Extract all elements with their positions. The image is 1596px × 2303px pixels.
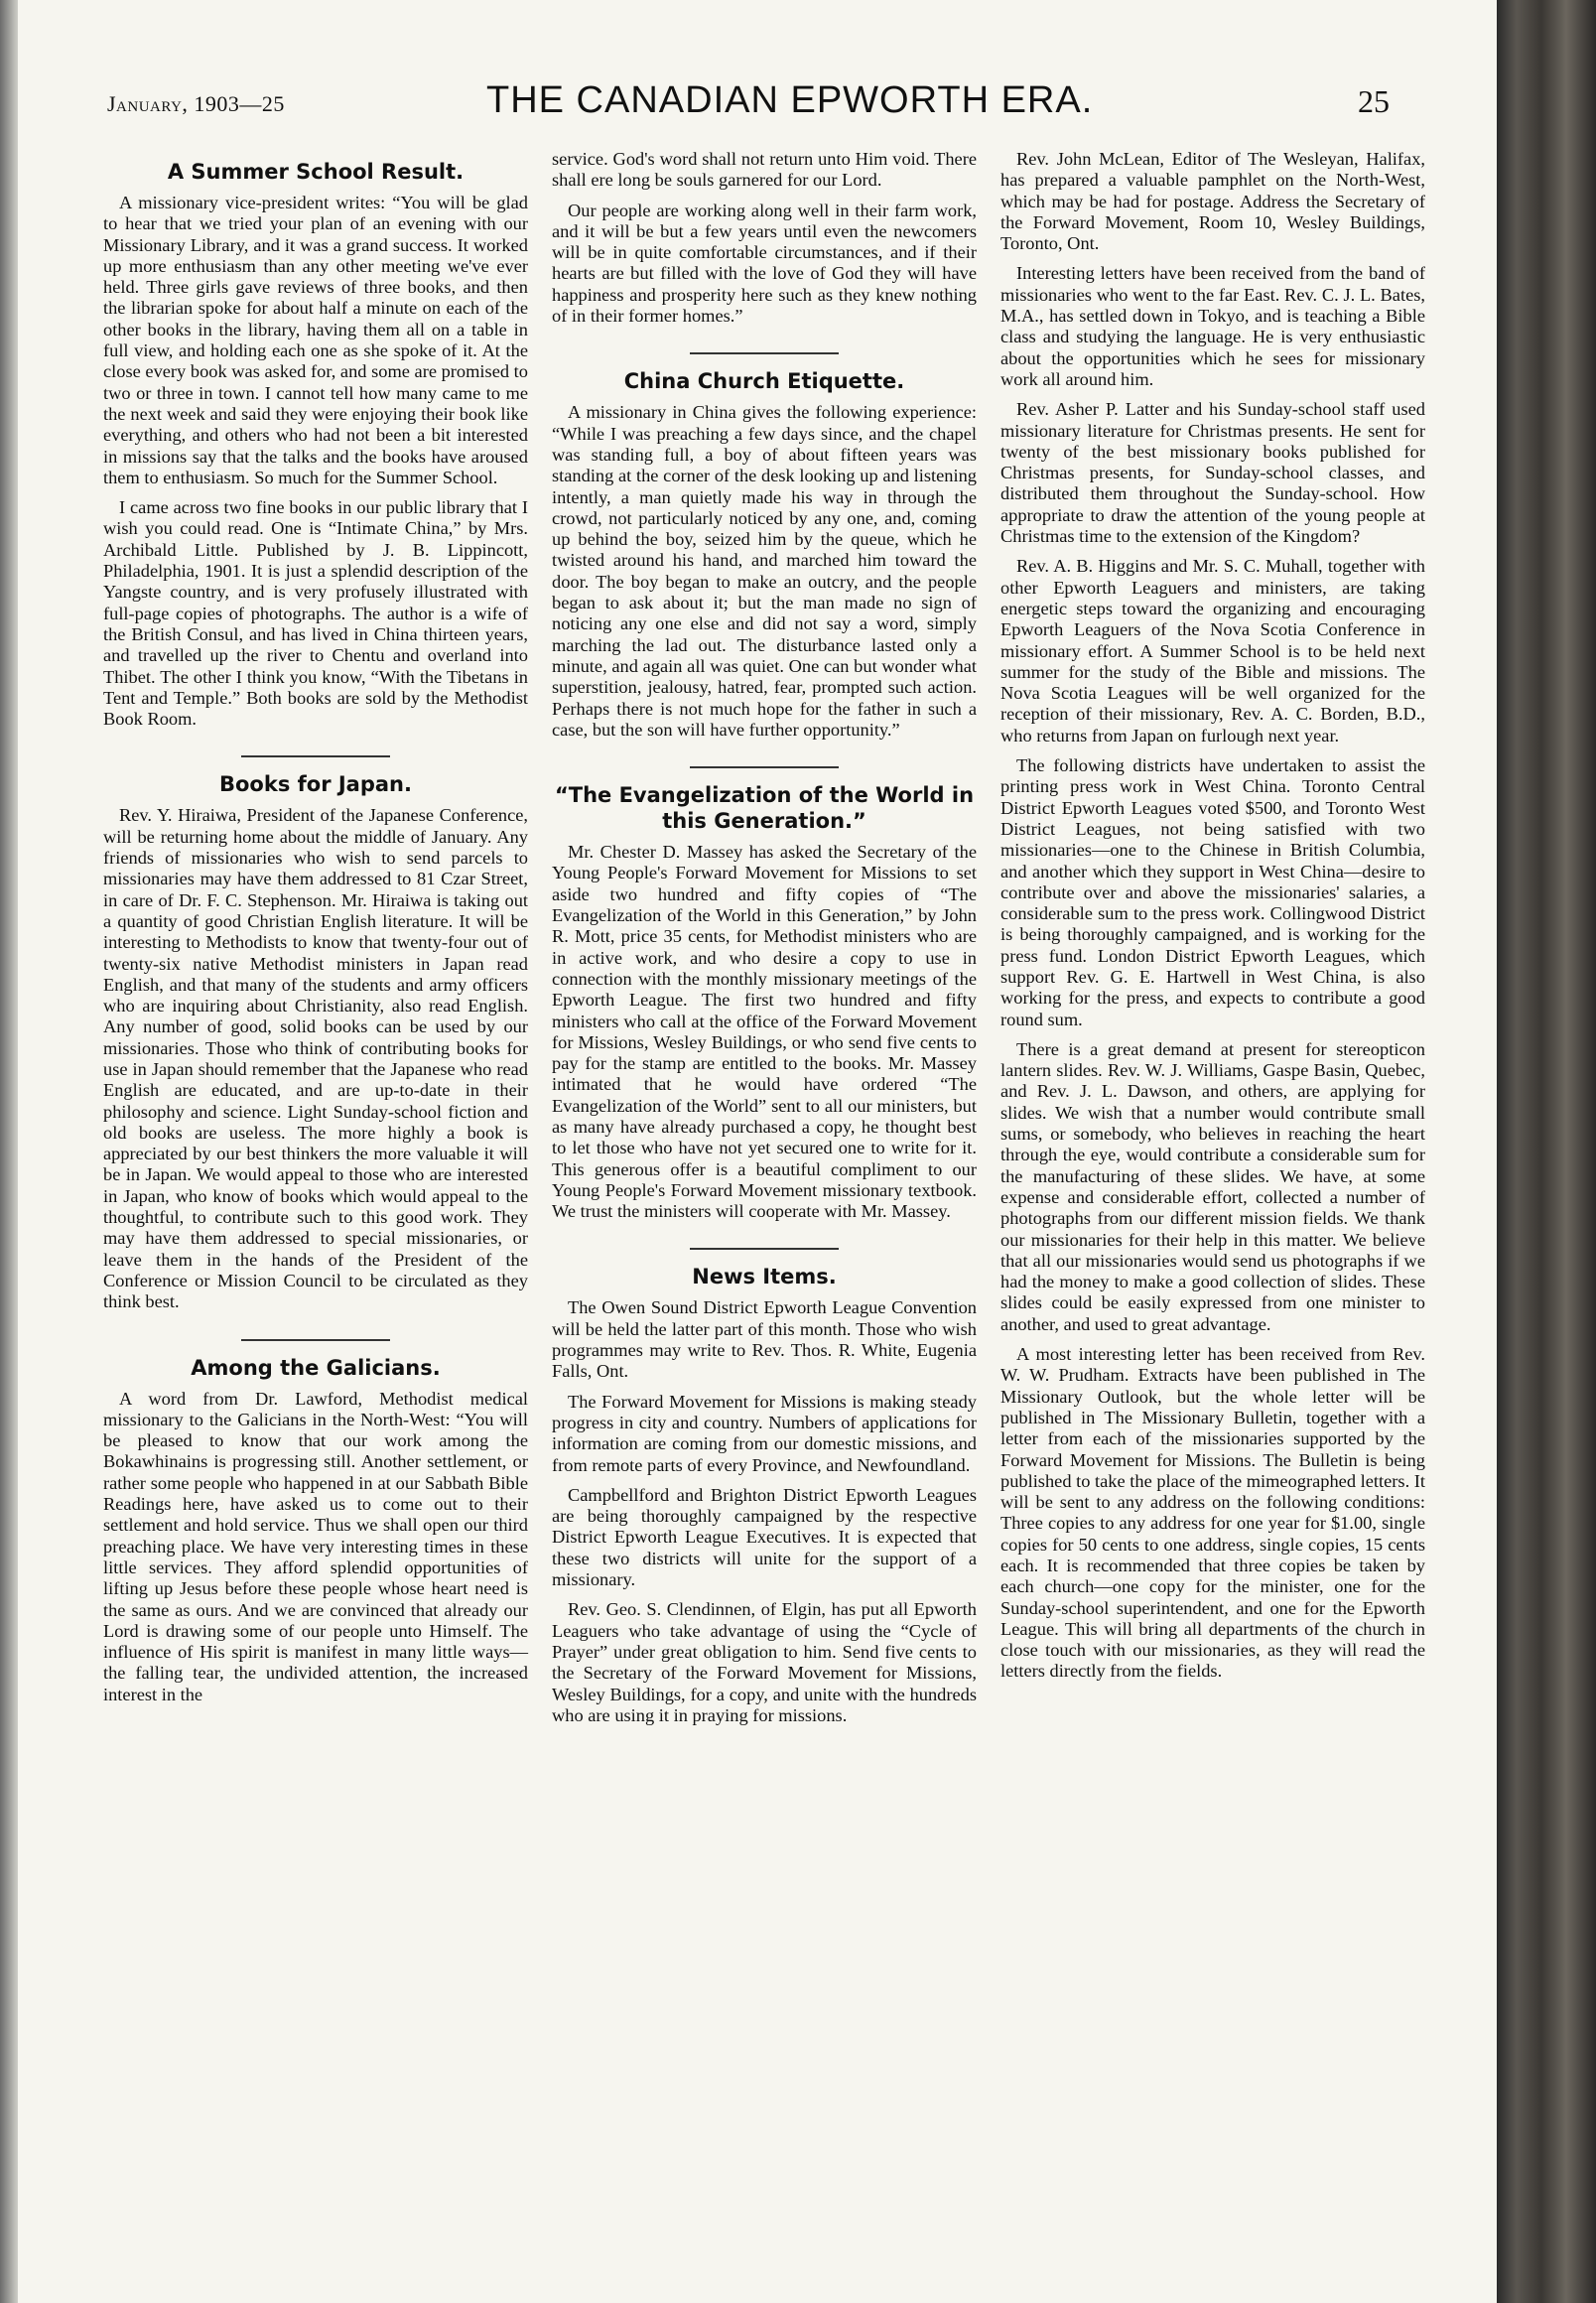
article-paragraph: The Forward Movement for Missions is making steady progress in city and country. Numbers of applications for information are coming from our domestic missions, and from remote parts of every Province, and Newfoundland. — [552, 1391, 977, 1475]
article-paragraph: A missionary vice-president writes: “You will be glad to hear that we tried your plan of an evening with our Missionary Library, and it was a grand success. It worked up more enthusiasm than any other meeting we've ever held. Three girls gave reviews of three books, and then the librarian spoke for about half a minute on each of the other books in the library, having them all on a table in full view, and holding each one as she spoke of it. At the close every book was asked for, and some are promised to two or three in town. I cannot tell how many came to me the next week and said they were enjoying their book like everything, and others who had not been a bit interested in missions say that the talks and the books have aroused them to enthusiasm. So much for the Summer School. — [103, 193, 528, 487]
article-paragraph: A missionary in China gives the following experience: “While I was preaching a few days since, and the chapel was standing full, a boy of about fifteen years was standing at the corner of the desk looking up and listening intently, a man quietly made his way in through the crowd, not particularly noticed by any one, and, coming up behind the boy, seized him by the queue, which he twisted around his hand, and marched him toward the door. The boy began to make an outcry, and the people began to ask about it; but the man made no sign of noticing any one else and did not say a word, simply marching the lad out. The disturbance lasted only a minute, and again all was quiet. One can but wonder what superstition, jealousy, hatred, fear, prompted such action. Perhaps there is not much hope for the father in such a case, but the son will have further opportunity.” — [552, 402, 977, 740]
article-title-summer-school: A Summer School Result. — [167, 160, 465, 184]
page-left-edge — [0, 0, 18, 2303]
article-paragraph: service. God's word shall not return unto Him void. There shall ere long be souls garnered for our Lord. — [552, 149, 977, 191]
article-paragraph: Rev. Y. Hiraiwa, President of the Japanese Conference, will be returning home about the middle of January. Any friends of missionaries who wish to send parcels to missionaries may have them addressed to 81 Czar Street, in care of Dr. F. C. Stephenson. Mr. Hiraiwa is taking out a quantity of good Christian English literature. It will be interesting to Methodists to know that twenty-four out of twenty-six native Methodist ministers in Japan read English, and that many of the students and army officers who are inquiring about Christianity, also read English. Any number of good, solid books can be used by our missionaries. Those who think of contributing books for use in Japan should remember that the Japanese who read English are educated, and are up-to-date in their philosophy and science. Light Sunday-school fiction and old books are useless. The more highly a book is appreciated by our best thinkers the more valuable it will be in Japan. We would appeal to those who are interested in Japan, who know of books which would appeal to the thoughtful, to contribute such to this good work. They may have them addressed to special missionaries, or leave them in the hands of the President of the Conference or Mission Council to be circulated as they think best. — [103, 805, 528, 1312]
page-number: 25 — [1358, 83, 1390, 119]
article-title-books-for-japan: Books for Japan. — [219, 772, 412, 797]
article-paragraph: Campbellford and Brighton District Epworth Leagues are being thoroughly campaigned by the respective District Epworth League Executives. It is expected that these two districts will unite for the support of a missionary. — [552, 1484, 977, 1590]
article-paragraph: Rev. A. B. Higgins and Mr. S. C. Muhall, together with other Epworth Leaguers and ministers, are taking energetic steps toward the organizing and encouraging Epworth Leaguers of the Nova Scotia Conference in missionary effort. A Summer School is to be held next summer for the study of the Bible and missions. The Nova Scotia Leagues will be well organized for the reception of their missionary, Rev. A. C. Borden, B.D., who returns from Japan on furlough next year. — [1000, 556, 1425, 745]
section-divider — [690, 1248, 839, 1250]
column-3 — [1000, 149, 1425, 1692]
section-divider — [690, 352, 839, 354]
article-paragraph: Our people are working along well in their farm work, and it will be but a few years until even the newcomers will be in quite comfortable circumstances, and if their hearts are but filled with the love of God they will have happiness and prosperity here such as they knew nothing of in their former homes.” — [552, 200, 977, 327]
article-paragraph: Mr. Chester D. Massey has asked the Secretary of the Young People's Forward Movement for Missions to set aside two hundred and fifty copies of “The Evangelization of the World in this Generation,” by John R. Mott, price 35 cents, for Methodist ministers who are in active work, and who desire a copy to use in connection with the monthly missionary meetings of the Epworth League. The first two hundred and fifty ministers who call at the office of the Forward Movement for Missions, Wesley Buildings, or who send five cents to pay for the stamp are entitled to the books. Mr. Massey intimated that he would have ordered “The Evangelization of the World” sent to all our ministers, but as many have already purchased a copy, he thought best to let those who have not yet secured one to write for it. This generous offer is a beautiful compliment to our Young People's Forward Movement missionary textbook. We trust the ministers will cooperate with Mr. Massey. — [552, 842, 977, 1222]
article-title-china-church-etiquette: China Church Etiquette. — [623, 369, 905, 394]
article-paragraph: The following districts have undertaken to assist the printing press work in West China. Toronto Central District Epworth Leagues voted $500, and Toronto West District Leagues, not being satisfied with two missionaries—one to the Chinese in British Columbia, and another which they support in West China—desire to contribute over and above the missionaries' salaries, a considerable sum to the press work. Collingwood District is being thoroughly campaigned, and is working for the press fund. London District Epworth Leagues, which support Rev. G. E. Hartwell in West China, is also working for the press, and expects to contribute a good round sum. — [1000, 755, 1425, 1029]
article-paragraph: Interesting letters have been received from the band of missionaries who went to the far East. Rev. C. J. L. Bates, M.A., has settled down in Tokyo, and is teaching a Bible class and studying the language. He is very enthusiastic about the opportunities which he sees for missionary work all around him. — [1000, 263, 1425, 389]
section-divider — [690, 766, 839, 768]
article-paragraph: There is a great demand at present for stereopticon lantern slides. Rev. W. J. Williams, Gaspe Basin, Quebec, and Rev. J. L. Dawson, and others, are applying for slides. We wish that a number would contribute small sums, or somebody, who believes in reaching the heart through the eye, would contribute a considerable sum for the manufacturing of these slides. We have, at some expense and considerable effort, collected a number of photographs from our different mission fields. We thank our missionaries for their help in this matter. We believe that all our missionaries would send us photographs if we had the money to make a good collection of slides. These slides could be easily expressed from one minister to another, and used to great advantage. — [1000, 1038, 1425, 1334]
article-paragraph: I came across two fine books in our public library that I wish you could read. One is “Intimate China,” by Mrs. Archibald Little. Published by J. B. Lippincott, Philadelphia, 1901. It is just a splendid description of the Yangste country, and is very profusely illustrated with full-page copies of photographs. The author is a wife of the British Consul, and has lived in China thirteen years, and travelled up the river to Chentu and overland into Thibet. The other I think you know, “With the Tibetans in Tent and Temple.” Both books are sold by the Methodist Book Room. — [103, 497, 528, 730]
article-paragraph: The Owen Sound District Epworth League Convention will be held the latter part of this month. Those who wish programmes may write to Rev. Thos. R. White, Eugenia Falls, Ont. — [552, 1297, 977, 1382]
running-head-title: THE CANADIAN EPWORTH ERA. — [486, 79, 1094, 121]
article-paragraph: A word from Dr. Lawford, Methodist medical missionary to the Galicians in the North-West: “You will be pleased to know that our work among the Bokawhinains is progressing still. Another settlement, or rather some people who happened in at our Sabbath Bible Readings here, have asked us to come out to their settlement and hold service. Thus we shall open our third preaching place. We have very interesting times in these little services. They afford splendid opportunities of lifting up Jesus before these people whose heart need is the same as ours. And we are convinced that already our Lord is drawing some of our people unto Himself. The influence of His spirit is manifest in many little ways—the falling tear, the undivided attention, the increased interest in the — [103, 1388, 528, 1704]
article-title-news-items: News Items. — [692, 1265, 837, 1289]
article-paragraph: Rev. Asher P. Latter and his Sunday-school staff used missionary literature for Christmas presents. He sent for twenty of the best missionary books published for Christmas presents, for Sunday-school classes, and distributed them throughout the Sunday-school. How appropriate to draw the attention of the young people at Christmas time to the extension of the Kingdom? — [1000, 399, 1425, 547]
article-title-evangelization: “The Evangelization of the World in this Generation.” — [554, 783, 975, 834]
section-divider — [241, 755, 390, 757]
section-divider — [241, 1339, 390, 1341]
column-2 — [552, 149, 977, 1735]
running-head-date: January, 1903—25 — [107, 91, 285, 116]
article-paragraph: Rev. Geo. S. Clendinnen, of Elgin, has put all Epworth Leaguers who take advantage of using the “Cycle of Prayer” under great obligation to him. Send five cents to the Secretary of the Forward Movement for Missions, Wesley Buildings, for a copy, and unite with the hundreds who are using it in praying for missions. — [552, 1599, 977, 1725]
book-spine — [1497, 0, 1596, 2303]
article-paragraph: Rev. John McLean, Editor of The Wesleyan, Halifax, has prepared a valuable pamphlet on the North-West, which may be had for postage. Address the Secretary of the Forward Movement, Room 10, Wesley Buildings, Toronto, Ont. — [1000, 149, 1425, 254]
article-paragraph: A most interesting letter has been received from Rev. W. W. Prudham. Extracts have been published in The Missionary Outlook, but the whole letter will be published in The Missionary Bulletin, together with a letter from each of the missionaries supported by the Forward Movement for Missions. The Bulletin is being published to take the place of the mimeographed letters. It will be sent to any address on the following conditions: Three copies to any address for one year for $1.00, single copies for 50 cents to one address, single copies, 15 cents each. It is recommended that three copies be taken by each church—one copy for the minister, one for the Sunday-school superintendent, and one for the Epworth League. This will bring all departments of the church in close touch with our missionaries, as they will read the letters directly from the fields. — [1000, 1344, 1425, 1682]
article-title-galicians: Among the Galicians. — [191, 1355, 441, 1380]
column-1 — [103, 149, 528, 1714]
